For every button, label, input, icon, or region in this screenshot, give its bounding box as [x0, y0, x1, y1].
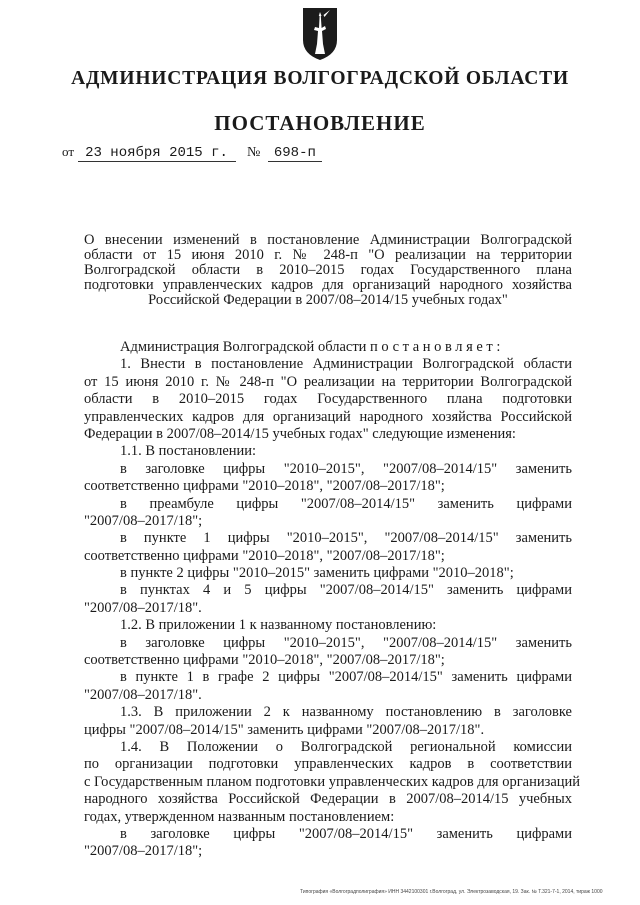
date-number-line [62, 144, 322, 162]
printer-imprint: Типография «Волгоградполиграфия» ИНН 3442100301 г.Волгоград, ул. Электрозаводская, 19. Зак. № Т.321-7-1, 2014, тираж 1000 [300, 889, 603, 895]
subject-line: подготовки управленческих кадров для организаций народного хозяйства [84, 277, 572, 293]
organization-title: АДМИНИСТРАЦИЯ ВОЛГОГРАДСКОЙ ОБЛАСТИ [71, 68, 569, 89]
number-prefix: № [247, 145, 261, 160]
body-line: в пункте 2 цифры "2010–2015" заменить цифрами "2010–2018"; [120, 565, 514, 582]
body-line: управленческих кадров для организаций народного хозяйства Российской [84, 408, 572, 425]
subject-line: Российской Федерации в 2007/08–2014/15 учебных годах" [148, 292, 508, 308]
document-number: 698-п [268, 146, 322, 162]
body-line: "2007/08–2017/18"; [84, 843, 203, 860]
document-body [84, 339, 581, 861]
body-line: в заголовке цифры "2007/08–2014/15" заменить цифрами [120, 825, 572, 842]
body-line: 1.4. В Положении о Волгоградской региональной комиссии [120, 738, 572, 755]
document-subject [84, 233, 572, 308]
body-line: "2007/08–2017/18". [84, 599, 202, 616]
body-line: Федерации в 2007/08–2014/15 учебных годах" следующие изменения: [84, 425, 516, 442]
body-line: 1.3. В приложении 2 к названному постановлению в заголовке [120, 704, 572, 721]
body-line: в заголовке цифры "2010–2015", "2007/08–2014/15" заменить [120, 460, 572, 477]
body-line: "2007/08–2017/18"; [84, 512, 203, 529]
body-line: в заголовке цифры "2010–2015", "2007/08–2014/15" заменить [120, 634, 572, 651]
body-line: с Государственным планом подготовки управленческих кадров для организаций [84, 773, 581, 790]
document-type-title: ПОСТАНОВЛЕНИЕ [214, 111, 426, 135]
body-line: "2007/08–2017/18". [84, 686, 202, 703]
body-line: в пункте 1 в графе 2 цифры "2007/08–2014/15" заменить цифрами [120, 669, 572, 686]
subject-line: области от 15 июня 2010 г. № 248-п "О реализации на территории [84, 247, 572, 263]
preamble-verb: постановляет: [370, 339, 504, 355]
body-line: цифры "2007/08–2014/15" заменить цифрами "2007/08–2017/18". [84, 721, 485, 738]
body-line: 1.2. В приложении 1 к названному постановлению: [120, 617, 437, 634]
subject-line: О внесении изменений в постановление Администрации Волгоградской [84, 232, 572, 248]
subject-line: Волгоградской области в 2010–2015 годах Государственного плана [84, 262, 572, 278]
preamble-line [84, 339, 572, 356]
body-line: в преамбуле цифры "2007/08–2014/15" заменить цифрами [120, 495, 572, 512]
body-line: 1. Внести в постановление Администрации Волгоградской области [120, 356, 572, 373]
date-prefix: от [62, 144, 75, 159]
body-line: от 15 июня 2010 г. № 248-п "О реализации на территории Волгоградской [84, 373, 572, 390]
coat-of-arms-icon [301, 6, 339, 62]
body-line: годах, утвержденном названным постановлением: [84, 808, 395, 825]
body-line: области в 2010–2015 годах Государственного плана подготовки [84, 391, 572, 408]
preamble-lead: Администрация Волгоградской области [120, 339, 371, 355]
body-line: соответственно цифрами "2010–2018", "2007/08–2017/18"; [84, 547, 445, 564]
body-line: соответственно цифрами "2010–2018", "2007/08–2017/18"; [84, 652, 445, 669]
body-line: народного хозяйства Российской Федерации в 2007/08–2014/15 учебных [84, 791, 572, 808]
body-line: по организации подготовки управленческих кадров в соответствии [84, 756, 572, 773]
body-line: в пункте 1 цифры "2010–2015", "2007/08–2014/15" заменить [120, 530, 572, 547]
body-line: в пунктах 4 и 5 цифры "2007/08–2014/15" заменить цифрами [120, 582, 572, 599]
body-line: соответственно цифрами "2010–2018", "2007/08–2017/18"; [84, 478, 445, 495]
body-line: 1.1. В постановлении: [120, 443, 257, 460]
document-date: 23 ноября 2015 г. [78, 146, 236, 162]
